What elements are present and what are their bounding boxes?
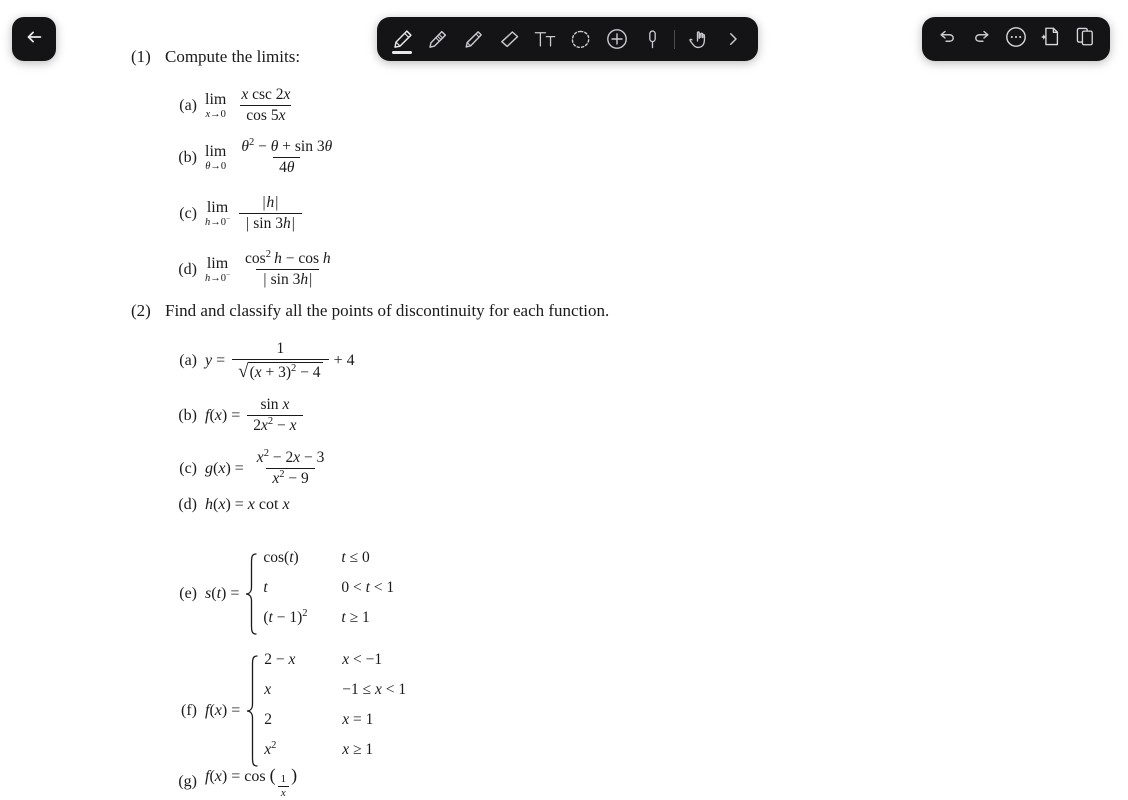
problem-1c	[167, 194, 304, 234]
item-label: (g)	[178, 773, 197, 791]
piece-value: 2 − x	[264, 651, 296, 668]
problem-2e	[167, 549, 394, 639]
fraction: 1 √ $(x + 3)^2 - 4$	[232, 340, 328, 383]
lhs: g(x) =	[205, 459, 244, 477]
problem-1-prompt: Compute the limits:	[165, 47, 301, 66]
problem-2a	[167, 340, 355, 383]
piece-condition: x = 1	[342, 711, 374, 728]
piece-condition: t ≤ 0	[341, 549, 370, 566]
lhs: f(x) =	[205, 702, 241, 719]
piece-value: cos(t)	[263, 549, 299, 566]
piece-value: 2	[264, 711, 272, 728]
piece-row	[263, 549, 394, 579]
fraction: $\frac{\cos^2 h - \cos h}{| \sin 3h|}$	[245, 248, 331, 289]
limit-operator: lim h→0−	[205, 254, 231, 284]
fraction: $\frac{\theta^2 - \theta + \sin 3\theta}{4\theta}$	[241, 136, 333, 177]
piecewise-function	[244, 549, 394, 639]
problem-1-header	[131, 47, 300, 67]
problem-2-number: (2)	[131, 301, 151, 320]
piece-row	[264, 681, 406, 711]
fraction: $\frac{\text{sin x}}{2x^2 - x}$	[247, 396, 302, 436]
piece-row	[263, 609, 394, 639]
item-label: (a)	[179, 352, 197, 370]
problem-2g	[167, 765, 297, 800]
limit-operator: lim θ→0	[205, 142, 227, 172]
limit-operator: lim x→0	[205, 90, 227, 120]
piece-value: $(t - 1)^2$	[263, 607, 308, 626]
problem-1-number: (1)	[131, 47, 151, 66]
problem-2d	[167, 496, 290, 514]
item-label: (d)	[178, 496, 197, 513]
limit-operator: lim h→0−	[205, 198, 231, 228]
problem-1b	[167, 138, 340, 178]
piece-row	[264, 711, 406, 741]
left-brace	[245, 655, 259, 767]
left-brace	[244, 553, 258, 635]
item-label: (b)	[178, 406, 197, 424]
lhs: y =	[205, 352, 226, 370]
fraction: $\frac{\text{x csc 2x}}{\cos 5x}$	[241, 86, 291, 125]
plus-four: + 4	[333, 352, 355, 370]
lhs: f(x) =	[205, 406, 241, 424]
lhs: f(x) = cos ( $\frac{1}{x}$ )	[205, 765, 298, 799]
item-label: (b)	[178, 148, 197, 166]
item-label: (f)	[181, 702, 197, 719]
problem-2-header	[131, 301, 609, 321]
problem-2b	[167, 396, 305, 436]
piece-value: x	[264, 681, 272, 698]
piece-value: $x^2$	[264, 739, 277, 758]
fraction: $\frac{|h|}{| \sin 3h|}$	[239, 194, 302, 234]
item-label: (c)	[179, 459, 197, 477]
problem-2f	[167, 651, 406, 771]
piece-row	[263, 579, 394, 609]
lhs: h(x) = x cot x	[205, 496, 290, 513]
lhs: s(t) =	[205, 585, 240, 602]
square-root: √ $(x + 3)^2 - 4$	[238, 361, 321, 383]
item-label: (a)	[179, 96, 197, 114]
item-label: (c)	[179, 204, 197, 222]
piece-row	[264, 651, 406, 681]
piece-condition: −1 ≤ x < 1	[342, 681, 407, 698]
piece-value: t	[263, 579, 268, 596]
piece-condition: x ≥ 1	[342, 741, 374, 758]
item-label: (e)	[179, 585, 197, 602]
piece-condition: x < −1	[342, 651, 383, 668]
problem-1d	[167, 250, 339, 290]
problem-1a	[167, 86, 298, 126]
problem-2c	[167, 449, 332, 489]
piece-condition: 0 < t < 1	[341, 579, 395, 596]
problem-2-prompt: Find and classify all the points of discontinuity for each function.	[165, 301, 610, 320]
piecewise-function	[245, 651, 406, 771]
piece-condition: t ≥ 1	[341, 609, 370, 626]
fraction: $\frac{x^2 - 2x - 3}{x^2 - 9}$	[256, 447, 325, 488]
item-label: (d)	[178, 260, 197, 278]
